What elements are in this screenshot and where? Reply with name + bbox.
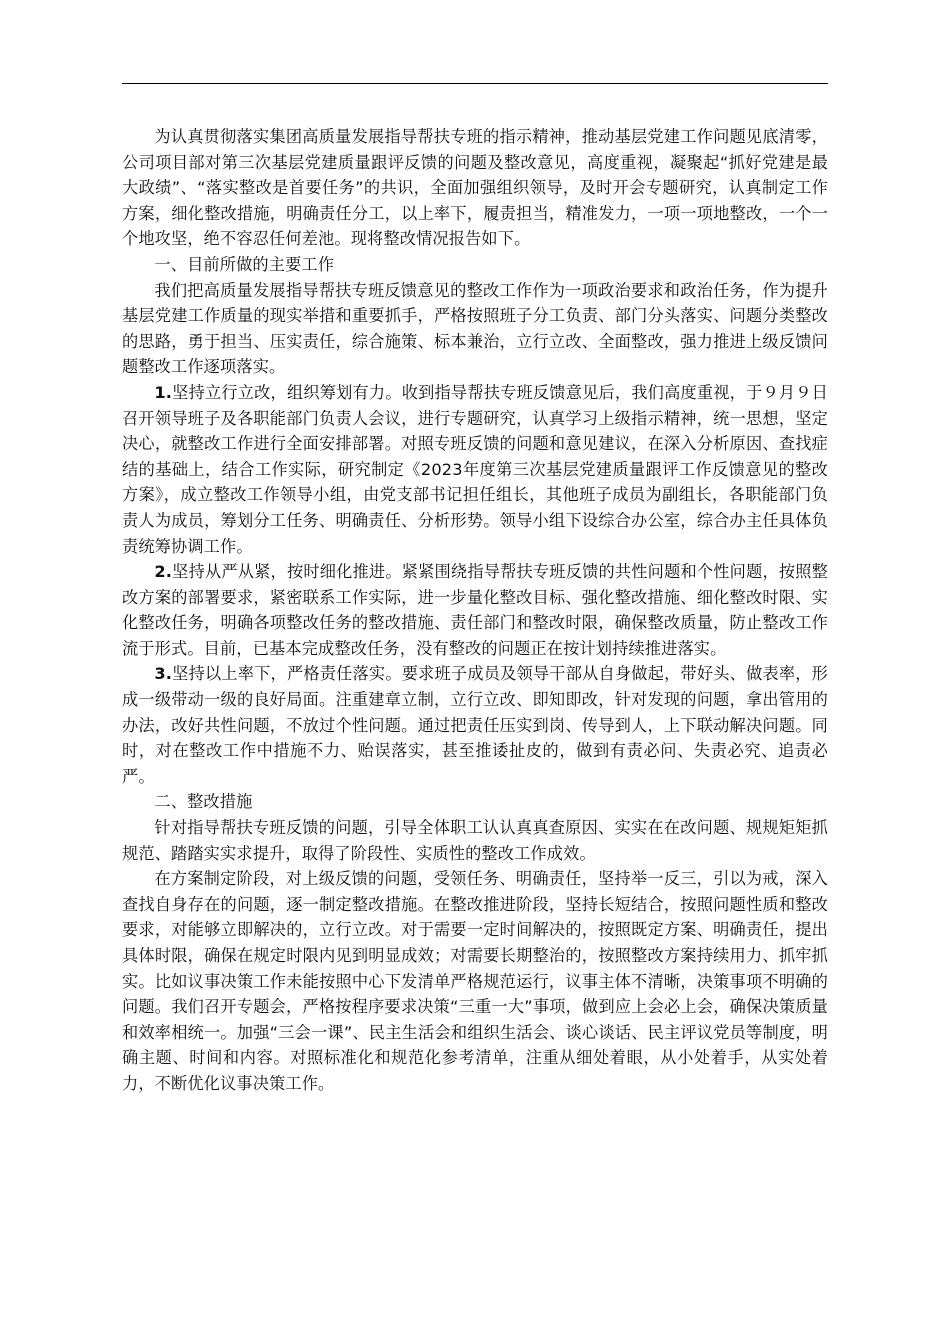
section2-intro-paragraph: 针对指导帮扶专班反馈的问题，引导全体职工认认真真查原因、实实在在改问题、规规矩矩抓规范、踏踏实实求提升，取得了阶段性、实质性的整改工作成效。 [122, 818, 828, 863]
section2-heading: 二、整改措施 [154, 792, 253, 812]
item1-number: 1. [154, 382, 173, 402]
item3-text: 坚持以上率下，严格责任落实。要求班子成员及领导干部从自身做起，带好头、做表率，形成一级带动一级的良好局面。注重建章立制，立行立改、即知即改，针对发现的问题，拿出管用的办法，改好共性问题，不放过个性问题。通过把责任压实到岗、传导到人，上下联动解决问题。同时，对在整改工作中措施不力、贻误落实，甚至推诿扯皮的，做到有责必问、失责必究、追责必严。 [122, 664, 828, 786]
document-body [122, 124, 828, 1097]
item2-paragraph [122, 559, 828, 661]
section1-intro-paragraph: 我们把高质量发展指导帮扶专班反馈意见的整改工作作为一项政治要求和政治任务，作为提升基层党建工作质量的现实举措和重要抓手，严格按照班子分工负责、部门分头落实、问题分类整改的思路，勇于担当、压实责任，综合施策、标本兼治，立行立改、全面整改，强力推进上级反馈问题整改工作逐项落实。 [122, 280, 828, 377]
item3-number: 3. [154, 664, 173, 684]
section1-heading: 一、目前所做的主要工作 [154, 254, 335, 274]
intro-paragraph: 为认真贯彻落实集团高质量发展指导帮扶专班的指示精神，推动基层党建工作问题见底清零，公司项目部对第三次基层党建质量跟评反馈的问题及整改意见，高度重视，凝聚起“抓好党建是最大政绩”、“落实整改是首要任务”的共识，全面加强组织领导，及时开会专题研究，认真制定工作方案，细化整改措施，明确责任分工，以上率下，履责担当，精准发力，一项一项地整改，一个一个地攻坚，绝不容忍任何差池。现将整改情况报告如下。 [122, 127, 828, 249]
header-rule [122, 83, 828, 84]
item2-text: 坚持从严从紧，按时细化推进。紧紧围绕指导帮扶专班反馈的共性问题和个性问题，按照整改方案的部署要求，紧密联系工作实际，进一步量化整改目标、强化整改措施、细化整改时限、实化整改任务，明确各项整改任务的整改措施、责任部门和整改时限，确保整改质量，防止整改工作流于形式。目前，已基本完成整改任务，没有整改的问题正在按计划持续推进落实。 [122, 562, 828, 658]
item2-number: 2. [154, 562, 173, 582]
item1-text: 坚持立行立改，组织筹划有力。收到指导帮扶专班反馈意见后，我们高度重视，于９月９日召开领导班子及各职能部门负责人会议，进行专题研究，认真学习上级指示精神，统一思想，坚定决心，就整改工作进行全面安排部署。对照专班反馈的问题和意见建议，在深入分析原因、查找症结的基础上，结合工作实际，研究制定《2023年度第三次基层党建质量跟评工作反馈意见的整改方案》，成立整改工作领导小组，由党支部书记担任组长，其他班子成员为副组长，各职能部门负责人为成员，筹划分工任务、明确责任、分析形势。领导小组下设综合办公室，综合办主任具体负责统筹协调工作。 [122, 382, 828, 556]
section2-body-paragraph: 在方案制定阶段，对上级反馈的问题，受领任务、明确责任，坚持举一反三，引以为戒，深入查找自身存在的问题，逐一制定整改措施。在整改推进阶段，坚持长短结合，按照问题性质和整改要求，对能够立即解决的，立行立改。对于需要一定时间解决的，按照既定方案、明确责任，提出具体时限，确保在规定时限内见到明显成效；对需要长期整治的，按照整改方案持续用力、抓牢抓实。比如议事决策工作未能按照中心下发清单严格规范运行，议事主体不清晰，决策事项不明确的问题。我们召开专题会，严格按程序要求决策“三重一大”事项，做到应上会必上会，确保决策质量和效率相统一。加强“三会一课”、民主生活会和组织生活会、谈心谈话、民主评议党员等制度，明确主题、时间和内容。对照标准化和规范化参考清单，注重从细处着眼，从小处着手，从实处着力，不断优化议事决策工作。 [122, 869, 828, 1093]
item3-paragraph [122, 661, 828, 789]
item1-paragraph [122, 380, 828, 559]
